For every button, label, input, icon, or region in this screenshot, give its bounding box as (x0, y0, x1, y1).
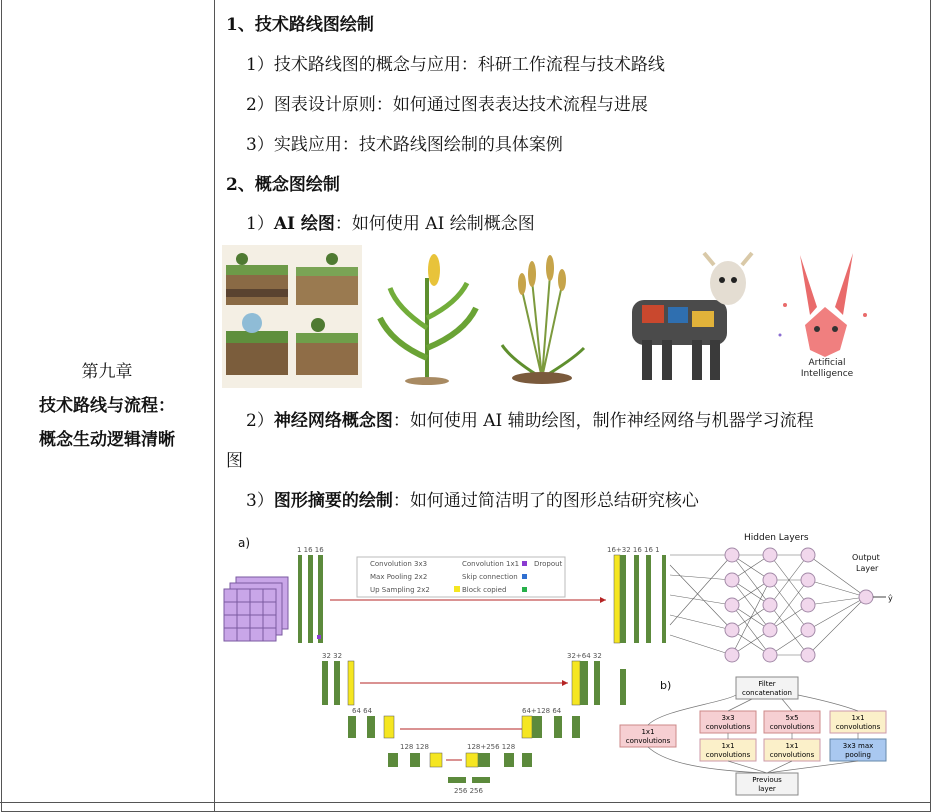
section1-item3: 3）实践应用：技术路线图绘制的具体案例 (246, 135, 563, 155)
item3-rest: ：如何通过简洁明了的图形总结研究核心 (392, 491, 699, 511)
conv1-c-label: 1x1 (721, 742, 735, 750)
rabbit-caption-1: Artificial (808, 358, 846, 368)
nn-output-label-2: Layer (856, 564, 879, 573)
filter-label: Filter (758, 680, 776, 688)
conv1-d-label: 1x1 (785, 742, 799, 750)
unet-l3r-label: 64+128 64 (522, 707, 562, 715)
section2-item3 (246, 486, 699, 511)
section2-item2-wrap: 图 (226, 451, 243, 471)
conv1-a-label: 1x1 (641, 728, 655, 736)
item2-prefix: 2） (246, 411, 274, 431)
unet-l3-label: 64 64 (352, 707, 373, 715)
conv5-sub: convolutions (769, 723, 815, 731)
layer-label: layer (758, 785, 776, 793)
unet-top-right-label: 16+32 16 16 1 (607, 546, 660, 554)
conv3-sub: convolutions (705, 723, 751, 731)
conv1-c-sub: convolutions (705, 751, 751, 759)
inception-module-diagram (620, 677, 886, 795)
unet-top-left-label: 1 16 16 (297, 546, 324, 554)
item1-prefix: 1） (246, 214, 274, 234)
chapter-title-line2: 概念生动逻辑清晰 (39, 430, 175, 450)
section2-item1 (246, 209, 535, 234)
unet-bottom-label: 256 256 (454, 787, 483, 795)
section1-item2: 2）图表设计原则：如何通过图表表达技术流程与进展 (246, 95, 648, 115)
nn-hidden-label: Hidden Layers (744, 533, 809, 543)
soil-layers-image (222, 245, 362, 388)
conv1-a-sub: convolutions (625, 737, 671, 745)
legend-upsample: Up Sampling 2x2 (370, 586, 430, 594)
item3-prefix: 3） (246, 491, 274, 511)
input-image-stack (224, 577, 288, 641)
unet-l4r-label: 128+256 128 (467, 743, 516, 751)
conv5-label: 5x5 (785, 714, 799, 722)
item2-bold: 神经网络概念图 (273, 411, 393, 431)
wheat-plant-image (492, 250, 592, 385)
figure-label-a: a) (238, 536, 251, 550)
unet-legend (357, 557, 565, 597)
conv1-b-sub: convolutions (835, 723, 881, 731)
network-figure (222, 525, 894, 797)
legend-dropout: Dropout (534, 560, 563, 568)
chapter-title-line1: 技术路线与流程： (39, 396, 175, 416)
rabbit-caption-2: Intelligence (800, 369, 854, 379)
conv1-b-label: 1x1 (851, 714, 865, 722)
ai-rabbit-image (765, 245, 885, 385)
section2-item2 (246, 406, 814, 431)
legend-maxpool: Max Pooling 2x2 (370, 573, 428, 581)
neural-network-diagram (670, 533, 893, 662)
unet-l2-label: 32 32 (322, 652, 343, 660)
item1-rest: ：如何使用 AI 绘制概念图 (334, 214, 535, 234)
concat-label: concatenation (742, 689, 792, 697)
unet-l4-label: 128 128 (400, 743, 429, 751)
robot-cow-image (612, 245, 762, 388)
previous-label: Previous (752, 776, 782, 784)
corn-plant-image (372, 248, 482, 386)
item3-bold: 图形摘要的绘制 (273, 491, 393, 511)
section1-item1: 1）技术路线图的概念与应用：科研工作流程与技术路线 (246, 55, 665, 75)
conv1-d-sub: convolutions (769, 751, 815, 759)
figure-label-b: b) (660, 679, 672, 692)
row-divider (0, 802, 930, 803)
nn-output-label: Output (852, 553, 880, 562)
section2-title: 2、概念图绘制 (226, 175, 340, 195)
legend-conv1: Convolution 1x1 (462, 560, 520, 568)
conv3-label: 3x3 (721, 714, 735, 722)
legend-block: Block copied (462, 586, 507, 594)
nn-yhat: ŷ (888, 594, 893, 603)
pool-label: 3x3 max (842, 742, 874, 750)
chapter-number: 第九章 (81, 362, 133, 382)
legend-conv3: Convolution 3x3 (370, 560, 428, 568)
chapter-cell (0, 355, 214, 457)
unet-l2r-label: 32+64 32 (567, 652, 602, 660)
column-divider (214, 0, 215, 812)
item1-bold: AI 绘图 (273, 214, 335, 234)
legend-skip: Skip connection (462, 573, 518, 581)
section1-title: 1、技术路线图绘制 (226, 15, 374, 35)
item2-rest: ：如何使用 AI 辅助绘图，制作神经网络与机器学习流程 (392, 411, 814, 431)
pool-sub: pooling (845, 751, 871, 759)
